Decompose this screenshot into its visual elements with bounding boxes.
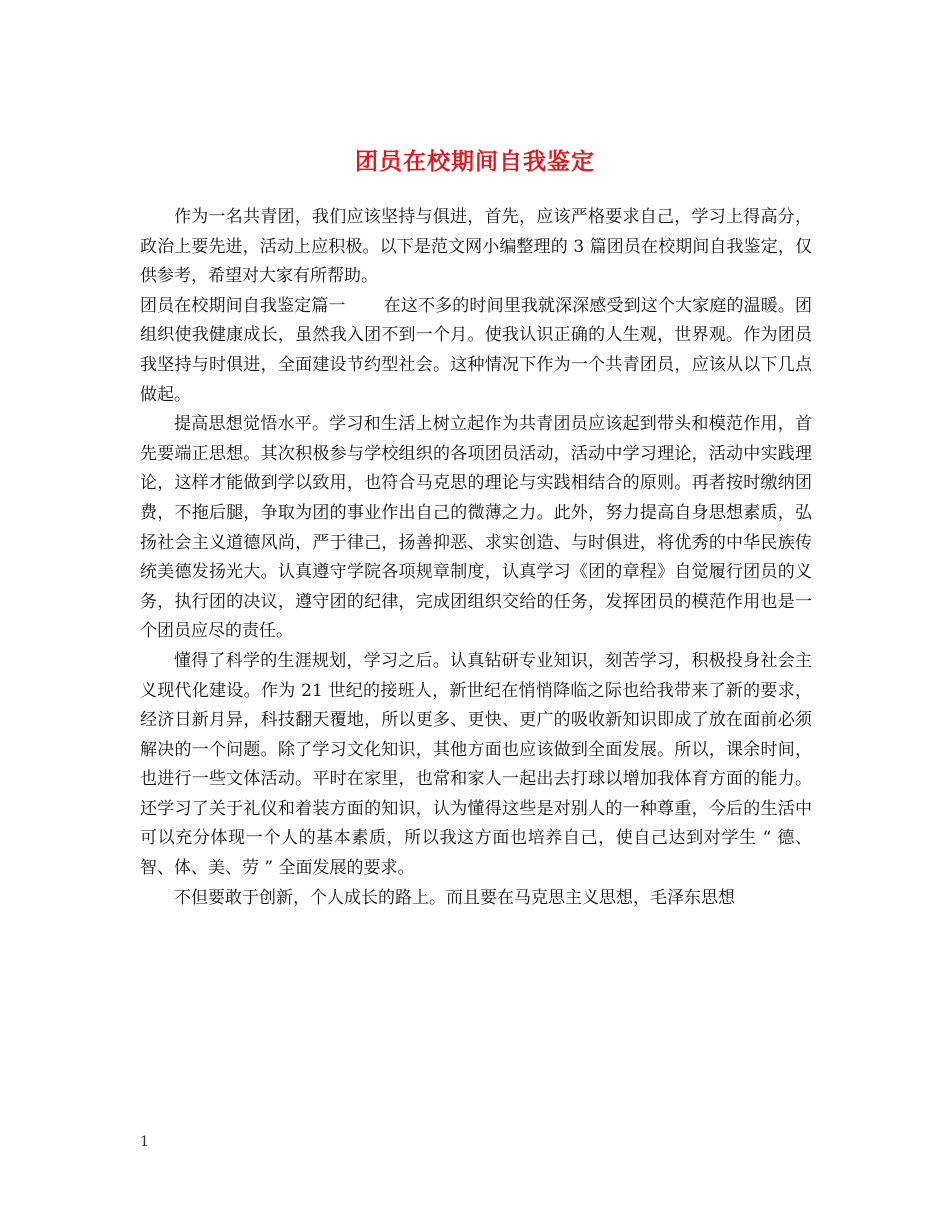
page-title: 团员在校期间自我鉴定: [355, 148, 595, 176]
section-first-paragraph: [140, 292, 812, 410]
page-number: 1: [140, 1134, 149, 1150]
body-paragraph-3: 不但要敢于创新，个人成长的路上。而且要在马克思主义思想，毛泽东思想: [174, 887, 735, 908]
body-paragraph-1: 提高思想觉悟水平。学习和生活上树立起作为共青团员应该起到带头和模范作用，首先要端正思想。其次积极参与学校组织的各项团员活动，活动中学习理论，活动中实践理论，这样才能做到学以致用，也符合马克思的理论与实践相结合的原则。再者按时缴纳团费，不拖后腿，争取为团的事业作出自己的微薄之力。此外，努力提高自身思想素质，弘扬社会主义道德风尚，严于律己，扬善抑恶、求实创造、与时俱进，将优秀的中华民族传统美德发扬光大。认真遵守学院各项规章制度，认真学习《团的章程》自觉履行团员的义务，执行团的决议，遵守团的纪律，完成团组织交给的任务，发挥团员的模范作用也是一个团员应尽的责任。: [140, 414, 812, 642]
section-first-text: 在这不多的时间里我就深深感受到这个大家庭的温暖。团组织使我健康成长，虽然我入团不到一个月。使我认识正确的人生观，世界观。作为团员我坚持与时俱进，全面建设节约型社会。这种情况下作为一个共青团员，应该从以下几点做起。: [140, 295, 813, 405]
intro-paragraph: 作为一名共青团，我们应该坚持与俱进，首先，应该严格要求自己，学习上得高分，政治上要先进，活动上应积极。以下是范文网小编整理的 3 篇团员在校期间自我鉴定，仅供参考，希望对大家有所帮助。: [140, 207, 812, 287]
body-paragraph-2: 懂得了科学的生涯规划，学习之后。认真钻研专业知识，刻苦学习，积极投身社会主义现代化建设。作为 21 世纪的接班人，新世纪在悄悄降临之际也给我带来了新的要求，经济日新月异，科技翻天覆地，所以更多、更快、更广的吸收新知识即成了放在面前必须解决的一个问题。除了学习文化知识，其他方面也应该做到全面发展。所以，课余时间，也进行一些文体活动。平时在家里，也常和家人一起出去打球以增加我体育方面的能力。还学习了关于礼仪和着装方面的知识，认为懂得这些是对别人的一种尊重，今后的生活中可以充分体现一个人的基本素质，所以我这方面也培养自己，使自己达到对学生 “ 德、智、体、美、劳 ” 全面发展的要求。: [140, 650, 812, 879]
section-heading: 团员在校期间自我鉴定篇一: [140, 295, 346, 316]
document-body: [140, 203, 812, 913]
